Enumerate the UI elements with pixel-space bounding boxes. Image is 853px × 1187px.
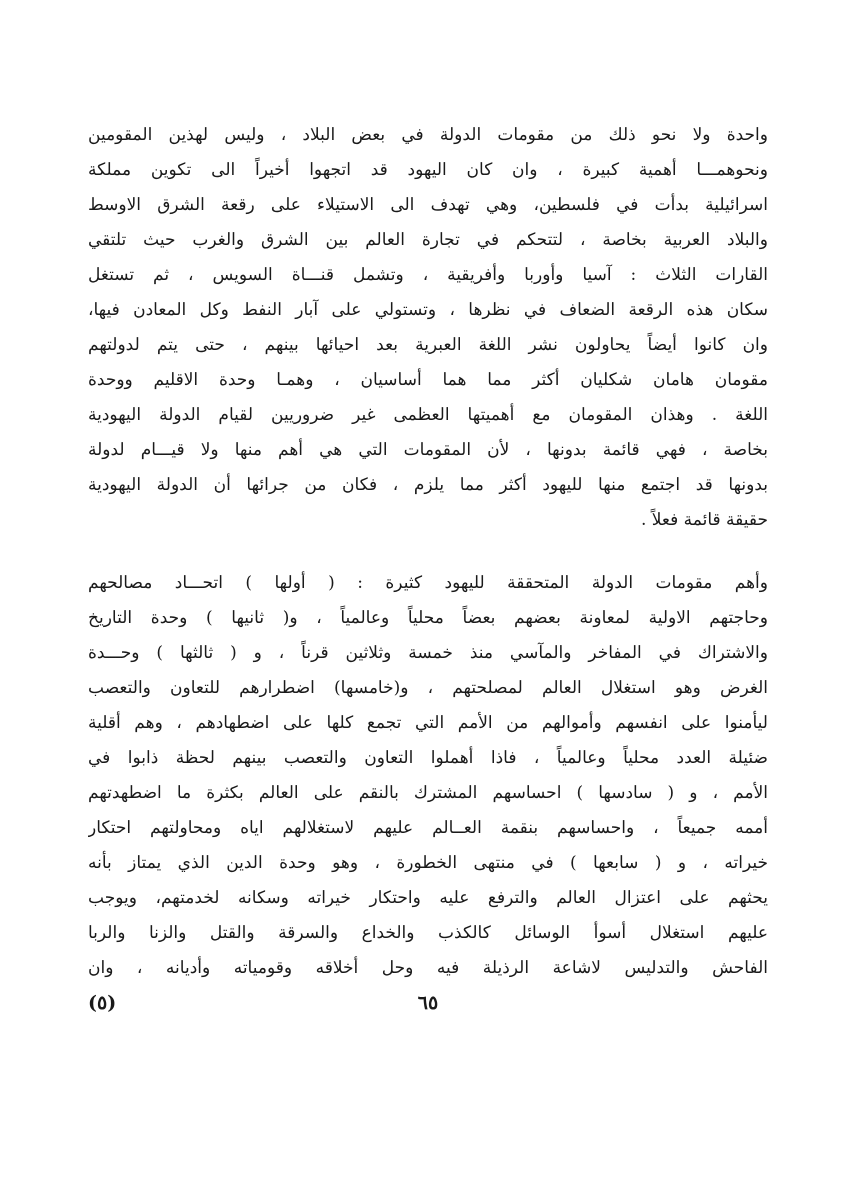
text-line: ليأمنوا على انفسهم وأموالهم من الأمم التي تجمع كلها على اضطهادهم ، وهم أقلية <box>88 713 768 733</box>
text-line: ونحوهمـــا أهمية كبيرة ، وان كان اليهود قد اتجهوا أخيراً الى تكوين مملكة <box>88 160 768 180</box>
page-number: ٦٥ <box>417 992 439 1014</box>
paragraph-1 <box>88 118 768 538</box>
text-line: والاشتراك في المفاخر والمآسي منذ خمسة وثلاثين قرناً ، و ( ثالثها ) وحـــدة <box>88 643 768 663</box>
paragraph-2 <box>88 566 768 986</box>
signature-mark: (٥) <box>88 992 117 1014</box>
text-line: القارات الثلاث : آسيا وأوربا وأفريقية ، وتشمل قنـــاة السويس ، ثم تستغل <box>88 265 768 285</box>
text-line: وحاجتهم الاولية لمعاونة بعضهم بعضاً محلياً وعالمياً ، و( ثانيها ) وحدة التاريخ <box>88 608 768 628</box>
text-line: الغرض وهو استغلال العالم لمصلحتهم ، و(خامسها) اضطرارهم للتعاون والتعصب <box>88 678 768 698</box>
text-line: ضئيلة العدد محلياً وعالمياً ، فاذا أهملوا التعاون والتعصب بينهم لحظة ذابوا في <box>88 748 768 768</box>
text-line: يحثهم على اعتزال العالم والترفع عليه واحتكار خيراته وسكانه لخدمتهم، ويوجب <box>88 888 768 908</box>
text-line: الفاحش والتدليس لاشاعة الرذيلة فيه وحل أخلاقه وقومياته وأديانه ، وان <box>88 958 768 978</box>
text-line: وان كانوا أيضاً يحاولون نشر اللغة العبرية بعد احيائها بينهم ، حتى يتم لدولتهم <box>88 335 768 355</box>
text-line: بدونها قد اجتمع منها لليهود أكثر مما يلزم ، فكان من جرائها أن الدولة اليهودية <box>88 475 768 495</box>
text-line: أممه جميعاً ، واحساسهم بنقمة العــالم عليهم لاستغلالهم اياه ومحاولتهم احتكار <box>88 818 768 838</box>
text-line: مقومان هامان شكليان أكثر مما هما أساسيان ، وهمـا وحدة الاقليم ووحدة <box>88 370 768 390</box>
text-line: خيراته ، و ( سابعها ) في منتهى الخطورة ، وهو وحدة الدين الذي يمتاز بأنه <box>88 853 768 873</box>
text-line: عليهم استغلال أسوأ الوسائل كالكذب والخداع والسرقة والقتل والزنا والربا <box>88 923 768 943</box>
text-line: وأهم مقومات الدولة المتحققة لليهود كثيرة : ( أولها ) اتحـــاد مصالحهم <box>88 573 768 593</box>
text-line: اسرائيلية بدأت في فلسطين، وهي تهدف الى الاستيلاء على رقعة الشرق الاوسط <box>88 195 768 215</box>
page-footer <box>88 992 768 1028</box>
text-line: والبلاد العربية بخاصة ، لتتحكم في تجارة العالم بين الشرق والغرب حيث تلتقي <box>88 230 768 250</box>
text-line: الأمم ، و ( سادسها ) احساسهم المشترك بالنقم على العالم بكثرة ما اضطهدتهم <box>88 783 768 803</box>
text-line: سكان هذه الرقعة الضعاف في نظرها ، وتستولي على آبار النفط وكل المعادن فيها، <box>88 300 768 320</box>
text-line: بخاصة ، فهي قائمة بدونها ، لأن المقومات التي هي أهم منها ولا قيـــام لدولة <box>88 440 768 460</box>
text-line: حقيقة قائمة فعلاً . <box>640 510 768 530</box>
text-line: اللغة . وهذان المقومان مع أهميتها العظمى غير ضروريين لقيام الدولة اليهودية <box>88 405 768 425</box>
text-line: واحدة ولا نحو ذلك من مقومات الدولة في بعض البلاد ، وليس لهذين المقومين <box>88 125 768 145</box>
